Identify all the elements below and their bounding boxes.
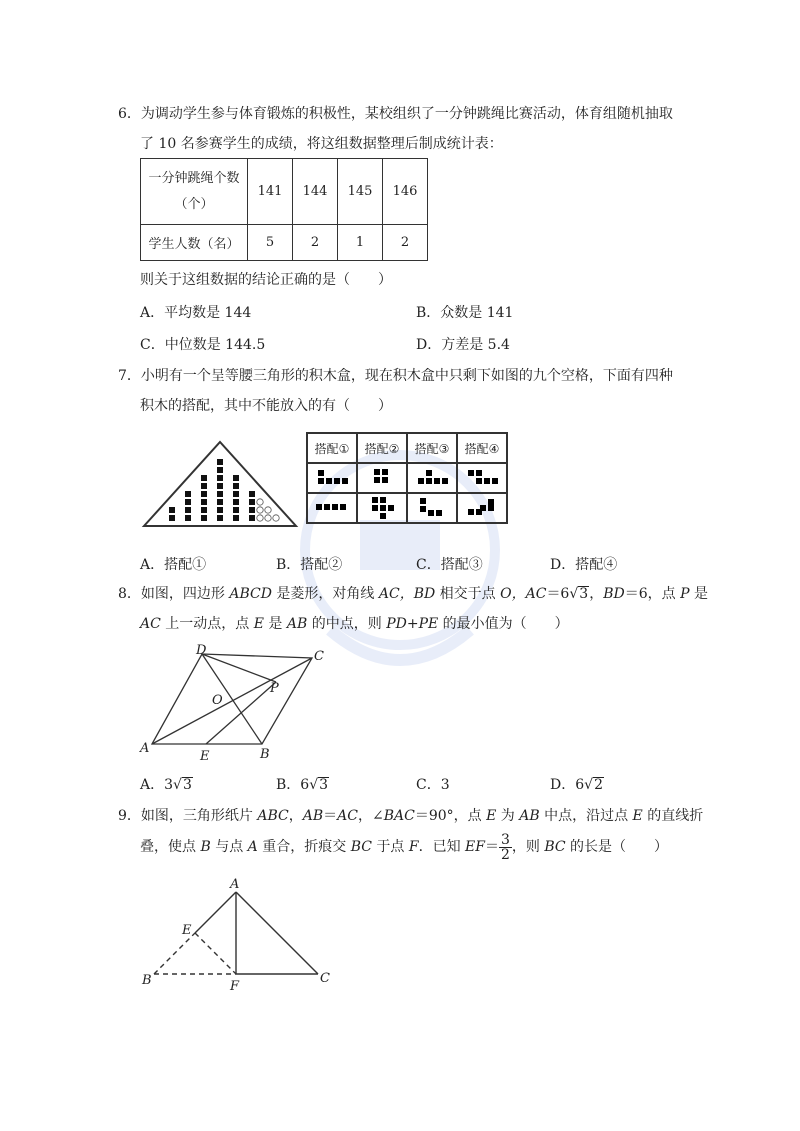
triangle-box-figure <box>140 438 300 534</box>
label-b: B <box>260 747 270 762</box>
filled-cell <box>233 499 239 505</box>
label-a: A <box>140 741 150 756</box>
q9-line1: 9．如图，三角形纸片 ABC，AB＝AC，∠BAC＝90°，点 E 为 AB 中点，沿过点 E 的直线折 <box>118 808 704 824</box>
filled-cell <box>233 515 239 521</box>
q6-line1: 6．为调动学生参与体育锻炼的积极性，某校组织了一分钟跳绳比赛活动，体育组随机抽取 <box>118 106 673 122</box>
table-cell: 145 <box>338 159 383 225</box>
filled-cell <box>185 499 191 505</box>
filled-cell <box>217 515 223 521</box>
pair-header-4: 搭配④ <box>457 433 507 463</box>
pair-4-piece-a <box>457 463 507 493</box>
filled-cell <box>201 515 207 521</box>
filled-cell <box>233 507 239 513</box>
empty-cell <box>257 515 263 521</box>
filled-cell <box>201 491 207 497</box>
q8-option-a[interactable]: A．3√3 <box>140 777 192 793</box>
empty-cell <box>257 507 263 513</box>
empty-cell <box>257 499 263 505</box>
q6-option-d[interactable]: D．方差是 5.4 <box>416 337 510 353</box>
label-b: B <box>142 973 152 988</box>
q7-line2: 积木的搭配，其中不能放入的有（ ） <box>140 398 392 414</box>
q6-line2: 了 10 名参赛学生的成绩，将这组数据整理后制成统计表： <box>140 136 503 152</box>
q9-line2: 叠，使点 B 与点 A 重合，折痕交 BC 于点 F．已知 EF＝ $\frac{3}{2}$ ，则 BC 的长是（ ） <box>140 831 669 863</box>
q8-option-b[interactable]: B．6√3 <box>276 777 329 793</box>
label-d: D <box>196 644 207 658</box>
table-header-students: 学生人数（名） <box>141 225 248 261</box>
pair-3-piece-a <box>407 463 457 493</box>
q7-line1: 7．小明有一个呈等腰三角形的积木盒，现在积木盒中只剩下如图的九个空格，下面有四种 <box>118 368 673 384</box>
rhombus-figure <box>136 644 336 768</box>
table-cell: 144 <box>293 159 338 225</box>
pair-1-piece-a <box>307 463 357 493</box>
filled-cell <box>233 491 239 497</box>
table-cell: 146 <box>383 159 428 225</box>
table-cell: 5 <box>248 225 293 261</box>
filled-cell <box>201 499 207 505</box>
pair-header-3: 搭配③ <box>407 433 457 463</box>
empty-cell <box>273 515 279 521</box>
table-cell: 141 <box>248 159 293 225</box>
triangle-fold-figure <box>136 876 346 996</box>
filled-cell <box>233 483 239 489</box>
q6-option-a[interactable]: A．平均数是 144 <box>140 305 252 321</box>
empty-cell <box>265 515 271 521</box>
pairs-table <box>306 432 508 524</box>
pair-4-piece-b <box>457 493 507 523</box>
pair-header-1: 搭配① <box>307 433 357 463</box>
q7-option-d[interactable]: D．搭配④ <box>550 557 618 573</box>
pair-3-piece-b <box>407 493 457 523</box>
filled-cell <box>185 507 191 513</box>
filled-cell <box>249 499 255 505</box>
label-f: F <box>230 979 240 994</box>
label-e: E <box>200 749 210 764</box>
q6-stat-table <box>140 158 428 261</box>
pair-2-piece-b <box>357 493 407 523</box>
q6-option-c[interactable]: C．中位数是 144.5 <box>140 337 266 353</box>
q6-question: 则关于这组数据的结论正确的是（ ） <box>140 272 392 288</box>
q8-line2: AC 上一动点，点 E 是 AB 的中点，则 PD+PE 的最小值为（ ） <box>140 616 569 632</box>
filled-cell <box>217 499 223 505</box>
filled-cell <box>217 507 223 513</box>
label-c: C <box>314 649 324 664</box>
filled-cell <box>249 507 255 513</box>
pair-2-piece-a <box>357 463 407 493</box>
filled-cell <box>201 483 207 489</box>
q7-option-b[interactable]: B．搭配② <box>276 557 343 573</box>
filled-cell <box>217 467 223 473</box>
q6-option-b[interactable]: B．众数是 141 <box>416 305 514 321</box>
filled-cell <box>217 491 223 497</box>
empty-cell <box>265 507 271 513</box>
q7-option-c[interactable]: C．搭配③ <box>416 557 483 573</box>
q8-line1: 8．如图，四边形 ABCD 是菱形，对角线 AC，BD 相交于点 O，AC＝6√3，BD＝6，点 P 是 <box>118 586 708 602</box>
label-a: A <box>230 877 240 892</box>
filled-cell <box>233 475 239 481</box>
table-cell: 1 <box>338 225 383 261</box>
filled-cell <box>217 483 223 489</box>
table-header-count: 一分钟跳绳个数 （个） <box>141 159 248 225</box>
label-c: C <box>320 971 330 986</box>
filled-cell <box>249 515 255 521</box>
filled-cell <box>185 515 191 521</box>
pair-1-piece-b <box>307 493 357 523</box>
filled-cell <box>201 507 207 513</box>
fraction-three-halves: $\frac{3}{2}$ <box>500 831 510 863</box>
filled-cell <box>249 491 255 497</box>
filled-cell <box>217 475 223 481</box>
q7-option-a[interactable]: A．搭配① <box>140 557 207 573</box>
filled-cell <box>169 515 175 521</box>
pair-header-2: 搭配② <box>357 433 407 463</box>
filled-cell <box>201 475 207 481</box>
table-cell: 2 <box>293 225 338 261</box>
table-cell: 2 <box>383 225 428 261</box>
label-p: P <box>270 681 279 696</box>
q8-option-d[interactable]: D．6√2 <box>550 777 603 793</box>
filled-cell <box>217 459 223 465</box>
filled-cell <box>185 491 191 497</box>
filled-cell <box>169 507 175 513</box>
q8-option-c[interactable]: C．3 <box>416 777 450 793</box>
label-e: E <box>182 923 192 938</box>
label-o: O <box>212 693 223 708</box>
